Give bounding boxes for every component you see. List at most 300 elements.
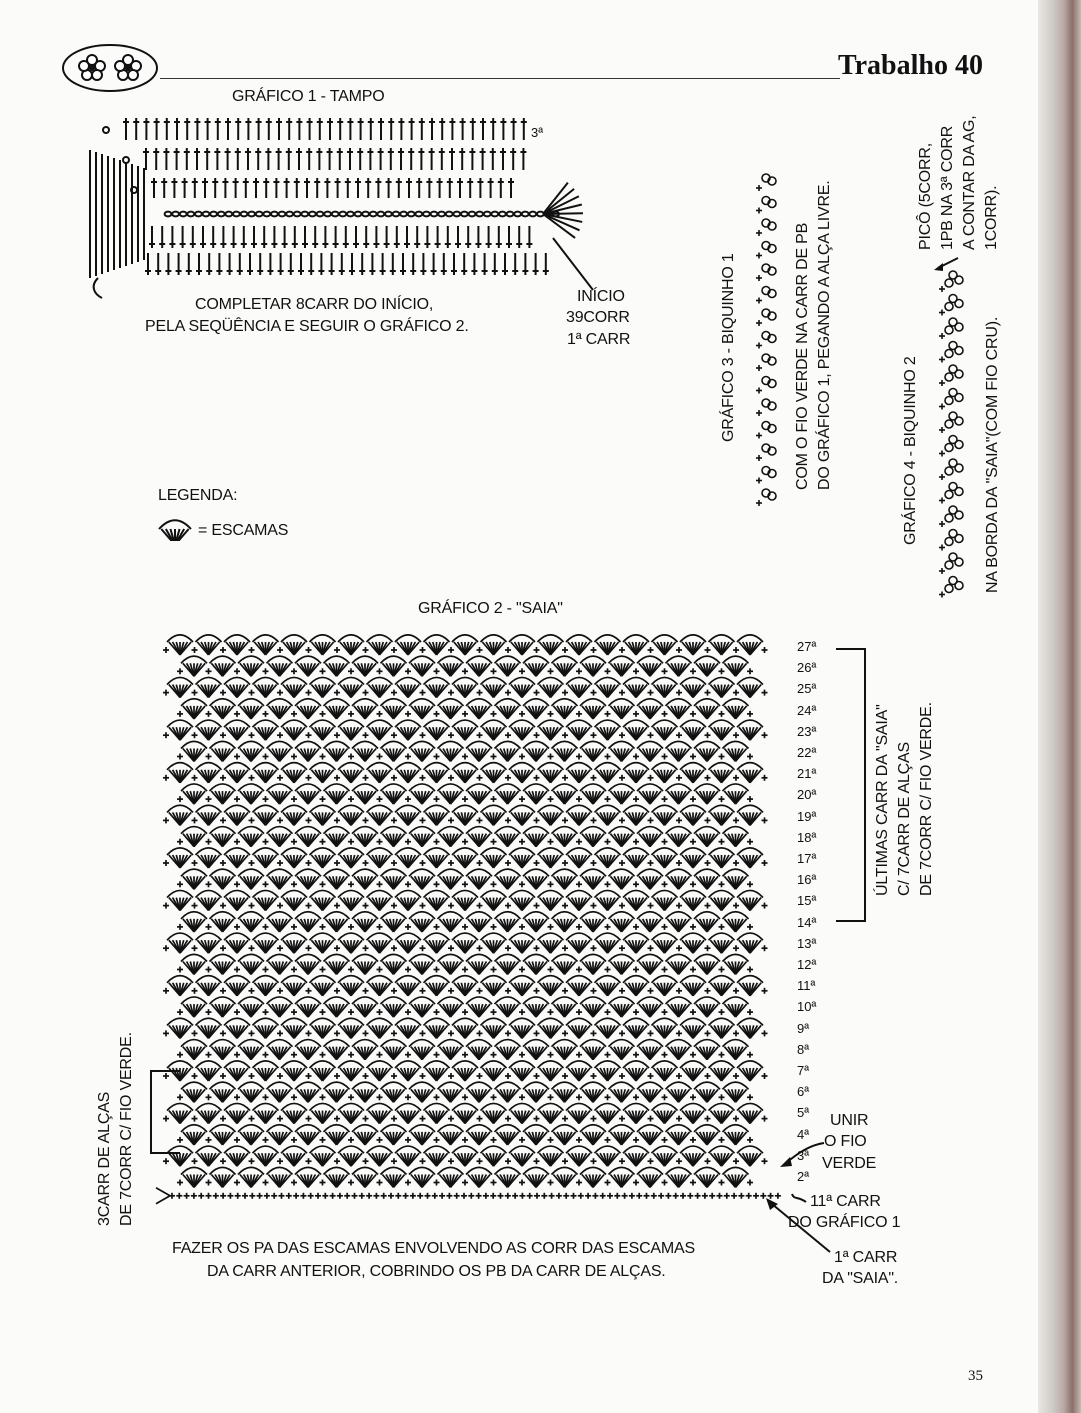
sc-mark (377, 839, 383, 845)
scale-stitch (595, 763, 621, 783)
chart1-chain (165, 212, 172, 217)
scale-stitch (509, 1061, 535, 1081)
sc-mark (648, 860, 654, 866)
chart1-chain (241, 212, 248, 217)
scale-stitch (352, 784, 378, 804)
scale-stitch (253, 635, 279, 655)
scale-stitch (566, 763, 592, 783)
scale-stitch (509, 1018, 535, 1038)
scale-stitch (295, 912, 321, 932)
scale-stitch (694, 784, 720, 804)
sc-mark (591, 775, 597, 781)
scale-stitch (495, 1040, 521, 1060)
sc-mark (363, 775, 369, 781)
sc-mark (719, 1009, 725, 1015)
bottom-sc (622, 1193, 628, 1199)
sc-mark (320, 754, 326, 760)
scale-stitch (381, 1125, 407, 1145)
scale-stitch (652, 763, 678, 783)
scale-stitch (737, 933, 763, 953)
sc-mark (534, 1158, 540, 1164)
sc-mark (163, 690, 169, 696)
chart1-chain (263, 212, 270, 217)
scale-stitch (224, 635, 250, 655)
scale-stitch (595, 1103, 621, 1123)
scale-stitch (310, 635, 336, 655)
scale-stitch (552, 997, 578, 1017)
chart1-chain (499, 212, 506, 217)
sc-mark (633, 1137, 639, 1143)
scale-stitch (709, 1061, 735, 1081)
sc-mark (263, 967, 269, 973)
scale-stitch (737, 677, 763, 697)
sc-mark (747, 967, 753, 973)
scale-stitch (509, 848, 535, 868)
sc-mark (206, 967, 212, 973)
bottom-sc (519, 1193, 525, 1199)
sc-mark (306, 817, 312, 823)
sc-mark (591, 732, 597, 738)
scale-stitch (637, 784, 663, 804)
sc-mark (192, 945, 198, 951)
scale-stitch (694, 827, 720, 847)
chart2-title: GRÁFICO 2 - "SAIA" (418, 600, 563, 617)
row-label: 10ª (797, 999, 817, 1015)
scale-stitch (495, 741, 521, 761)
sc-mark (448, 732, 454, 738)
chart4-picot (939, 412, 963, 433)
sc-mark (348, 924, 354, 930)
scale-stitch (409, 954, 435, 974)
sc-mark (220, 1073, 226, 1079)
sc-mark (448, 775, 454, 781)
sc-mark (363, 1073, 369, 1079)
sc-mark (676, 817, 682, 823)
scale-stitch (495, 869, 521, 889)
sc-mark (334, 988, 340, 994)
scale-stitch (281, 848, 307, 868)
scale-stitch (409, 1125, 435, 1145)
scale-stitch (666, 784, 692, 804)
sc-mark (334, 690, 340, 696)
sc-mark (648, 647, 654, 653)
scale-stitch (666, 869, 692, 889)
sc-mark (591, 945, 597, 951)
sc-mark (534, 1030, 540, 1036)
scale-stitch (395, 890, 421, 910)
sc-mark (263, 881, 269, 887)
scale-stitch (281, 890, 307, 910)
sc-mark (619, 732, 625, 738)
scale-stitch (210, 699, 236, 719)
sc-mark (420, 860, 426, 866)
scale-stitch (694, 699, 720, 719)
sc-mark (491, 881, 497, 887)
sc-mark (747, 1052, 753, 1058)
bottom-sc (425, 1193, 431, 1199)
scale-stitch (481, 1146, 507, 1166)
bottom-sc (227, 1193, 233, 1199)
chart2-left-note (94, 1032, 138, 1226)
sc-mark (619, 1073, 625, 1079)
scale-stitch (609, 1125, 635, 1145)
sc-mark (576, 967, 582, 973)
sc-mark (690, 1094, 696, 1100)
scale-stitch (167, 677, 193, 697)
sc-mark (363, 903, 369, 909)
scale-stitch (352, 954, 378, 974)
sc-mark (448, 988, 454, 994)
sc-mark (277, 988, 283, 994)
sc-mark (249, 1073, 255, 1079)
sc-mark (676, 988, 682, 994)
sc-mark (733, 775, 739, 781)
sc-mark (747, 1094, 753, 1100)
scale-stitch (637, 741, 663, 761)
scale-stitch (295, 784, 321, 804)
bottom-sc (191, 1193, 197, 1199)
sc-mark (662, 1009, 668, 1015)
scale-stitch (523, 1082, 549, 1102)
sc-mark (434, 924, 440, 930)
scale-stitch (538, 1018, 564, 1038)
sc-mark (662, 754, 668, 760)
sc-mark (448, 1116, 454, 1122)
bottom-note-line2: DA CARR ANTERIOR, COBRINDO OS PB DA CARR DE ALÇAS. (207, 1263, 666, 1280)
sc-mark (263, 796, 269, 802)
sc-mark (306, 945, 312, 951)
scale-stitch (637, 1040, 663, 1060)
bottom-sc (417, 1193, 423, 1199)
scale-stitch (523, 997, 549, 1017)
bottom-sc (344, 1193, 350, 1199)
chart3-note-line1: COM O FIO VERDE NA CARR DE PB (794, 222, 811, 490)
sc-mark (662, 1180, 668, 1186)
scale-stitch (538, 635, 564, 655)
sc-mark (505, 690, 511, 696)
scale-stitch (694, 1167, 720, 1187)
sc-mark (192, 817, 198, 823)
scale-stitch (196, 890, 222, 910)
sc-mark (177, 796, 183, 802)
sc-mark (705, 775, 711, 781)
scale-stitch (310, 933, 336, 953)
bottom-sc (563, 1193, 569, 1199)
scale-stitch (552, 954, 578, 974)
sc-mark (377, 1009, 383, 1015)
sc-mark (477, 1116, 483, 1122)
sc-mark (705, 647, 711, 653)
scale-stitch (267, 912, 293, 932)
bottom-sc (403, 1193, 409, 1199)
row-label: 17ª (797, 851, 817, 866)
sc-mark (519, 1094, 525, 1100)
scale-stitch (623, 1103, 649, 1123)
scale-stitch (238, 1125, 264, 1145)
scale-stitch (680, 763, 706, 783)
sc-mark (391, 732, 397, 738)
sc-mark (619, 1030, 625, 1036)
sc-mark (391, 817, 397, 823)
chart1-chain (377, 212, 384, 217)
scale-stitch (466, 997, 492, 1017)
scale-stitch (709, 805, 735, 825)
sc-mark (576, 754, 582, 760)
sc-mark (291, 924, 297, 930)
sc-mark (505, 817, 511, 823)
scale-stitch (523, 869, 549, 889)
sc-mark (448, 647, 454, 653)
chart1-chain (294, 212, 301, 217)
scale-stitch (210, 784, 236, 804)
scale-stitch (666, 827, 692, 847)
sc-mark (434, 1137, 440, 1143)
scale-stitch (267, 997, 293, 1017)
scale-stitch (253, 976, 279, 996)
sc-mark (491, 1094, 497, 1100)
chart1-chain (271, 212, 278, 217)
bottom-sc (600, 1193, 606, 1199)
sc-mark (220, 945, 226, 951)
scale-stitch (680, 805, 706, 825)
sc-mark (548, 1009, 554, 1015)
bottom-sc (373, 1193, 379, 1199)
scale-stitch (352, 1040, 378, 1060)
scale-stitch (367, 1018, 393, 1038)
scale-stitch (367, 635, 393, 655)
scale-stitch (709, 635, 735, 655)
chart3-picot (756, 422, 776, 439)
scale-stitch (509, 976, 535, 996)
scale-stitch (367, 720, 393, 740)
sc-mark (434, 796, 440, 802)
scale-stitch (210, 1082, 236, 1102)
sc-mark (548, 839, 554, 845)
scale-stitch (338, 976, 364, 996)
sc-mark (277, 1073, 283, 1079)
sc-mark (662, 967, 668, 973)
sc-mark (249, 1030, 255, 1036)
chart1-chain (514, 212, 521, 217)
scale-stitch (395, 933, 421, 953)
sc-mark (648, 1158, 654, 1164)
sc-mark (249, 817, 255, 823)
sc-mark (263, 711, 269, 717)
scale-stitch (552, 827, 578, 847)
sc-mark (405, 754, 411, 760)
sc-mark (334, 1030, 340, 1036)
sc-mark (363, 860, 369, 866)
scale-stitch (167, 763, 193, 783)
sc-mark (548, 1052, 554, 1058)
sc-mark (591, 988, 597, 994)
sc-mark (562, 647, 568, 653)
scale-stitch (466, 1040, 492, 1060)
scale-stitch (538, 763, 564, 783)
row-label: 27ª (797, 639, 817, 654)
sc-mark (420, 732, 426, 738)
scale-stitch (395, 763, 421, 783)
bottom-sc (702, 1193, 708, 1199)
right-note-line2: C/ 7CARR DE ALÇAS (896, 742, 913, 896)
scale-stitch (609, 656, 635, 676)
scale-stitch (609, 784, 635, 804)
bottom-sc (308, 1193, 314, 1199)
scale-stitch (281, 805, 307, 825)
scale-stitch (481, 848, 507, 868)
scale-stitch (523, 1040, 549, 1060)
sc-mark (762, 860, 768, 866)
scale-stitch (224, 933, 250, 953)
sc-mark (192, 988, 198, 994)
sc-mark (220, 860, 226, 866)
sc-mark (291, 1180, 297, 1186)
sc-mark (234, 881, 240, 887)
sc-mark (291, 1094, 297, 1100)
sc-mark (747, 839, 753, 845)
scale-stitch (424, 677, 450, 697)
sc-mark (477, 1030, 483, 1036)
scale-stitch (680, 1146, 706, 1166)
sc-mark (448, 1158, 454, 1164)
bottom-sc (446, 1193, 452, 1199)
chart3-picot (756, 467, 776, 484)
scale-stitch (238, 784, 264, 804)
chart4-picot (939, 577, 963, 598)
sc-mark (562, 1158, 568, 1164)
row-label: 22ª (797, 745, 817, 760)
scale-stitch (267, 1082, 293, 1102)
scale-stitch (466, 656, 492, 676)
sc-mark (377, 668, 383, 674)
scale-stitch (566, 1146, 592, 1166)
scale-stitch (666, 1125, 692, 1145)
chart4-picot (939, 365, 963, 386)
sc-mark (519, 881, 525, 887)
sc-mark (505, 1116, 511, 1122)
scale-stitch (324, 784, 350, 804)
scale-stitch (723, 656, 749, 676)
bottom-sc (658, 1193, 664, 1199)
chart1-chain (529, 212, 536, 217)
chart1-chain (256, 212, 263, 217)
scale-stitch (438, 869, 464, 889)
bottom-sc (242, 1193, 248, 1199)
scale-stitch (438, 699, 464, 719)
sc-mark (648, 1116, 654, 1122)
scale-stitch (452, 933, 478, 953)
sc-mark (633, 711, 639, 717)
row-label: 9ª (797, 1020, 810, 1036)
scale-stitch (694, 869, 720, 889)
chart1-chain (103, 127, 109, 133)
scale-stitch (495, 1082, 521, 1102)
bottom-sc (366, 1193, 372, 1199)
scale-stitch (295, 827, 321, 847)
scale-stitch (737, 635, 763, 655)
sc-mark (405, 1094, 411, 1100)
sc-mark (334, 1073, 340, 1079)
scale-stitch (737, 1018, 763, 1038)
sc-mark (548, 1180, 554, 1186)
sc-mark (405, 711, 411, 717)
chart3-title: GRÁFICO 3 - BIQUINHO 1 (720, 253, 737, 442)
scale-stitch (196, 976, 222, 996)
chart1-chain (225, 212, 232, 217)
sc-mark (576, 924, 582, 930)
scale-stitch (210, 656, 236, 676)
sc-mark (591, 690, 597, 696)
scale-stitch (409, 869, 435, 889)
scale-stitch (438, 1167, 464, 1187)
scale-stitch (381, 784, 407, 804)
row-label: 23ª (797, 723, 817, 739)
bottom-sc (286, 1193, 292, 1199)
scale-stitch (680, 976, 706, 996)
scale-stitch (666, 1082, 692, 1102)
scale-stitch (310, 1103, 336, 1123)
bottom-sc (541, 1193, 547, 1199)
sc-mark (676, 945, 682, 951)
sc-mark (334, 860, 340, 866)
sc-mark (277, 817, 283, 823)
sc-mark (192, 732, 198, 738)
row-label: 6ª (797, 1084, 810, 1100)
scale-stitch (324, 699, 350, 719)
sc-mark (676, 860, 682, 866)
scale-stitch (652, 805, 678, 825)
sc-mark (690, 711, 696, 717)
chart1-chain (248, 212, 255, 217)
chart4-picot (939, 506, 963, 527)
sc-mark (306, 1158, 312, 1164)
sc-mark (348, 668, 354, 674)
sc-mark (477, 775, 483, 781)
sc-mark (434, 1180, 440, 1186)
scale-stitch (552, 656, 578, 676)
sc-mark (462, 668, 468, 674)
book-spine (1038, 0, 1081, 1413)
scale-stitch (438, 912, 464, 932)
scale-stitch (167, 848, 193, 868)
sc-mark (576, 881, 582, 887)
sc-mark (363, 817, 369, 823)
sc-mark (705, 690, 711, 696)
scale-stitch (224, 1018, 250, 1038)
sc-mark (206, 668, 212, 674)
sc-mark (320, 881, 326, 887)
sc-mark (320, 967, 326, 973)
sc-mark (234, 1137, 240, 1143)
chart1-chain (301, 212, 308, 217)
scale-stitch (652, 1146, 678, 1166)
bottom-note-line1: FAZER OS PA DAS ESCAMAS ENVOLVENDO AS CORR DAS ESCAMAS (172, 1240, 695, 1257)
scale-stitch (466, 827, 492, 847)
row-label: 7ª (797, 1063, 810, 1078)
sc-mark (548, 668, 554, 674)
sc-mark (762, 1030, 768, 1036)
header-rule (160, 78, 840, 79)
bottom-sc (665, 1193, 671, 1199)
bottom-sc (644, 1193, 650, 1199)
sc-mark (619, 817, 625, 823)
sc-mark (220, 1116, 226, 1122)
sc-mark (491, 754, 497, 760)
scale-stitch (495, 827, 521, 847)
sc-mark (747, 668, 753, 674)
chart1-chain (332, 212, 339, 217)
scale-stitch (238, 1040, 264, 1060)
